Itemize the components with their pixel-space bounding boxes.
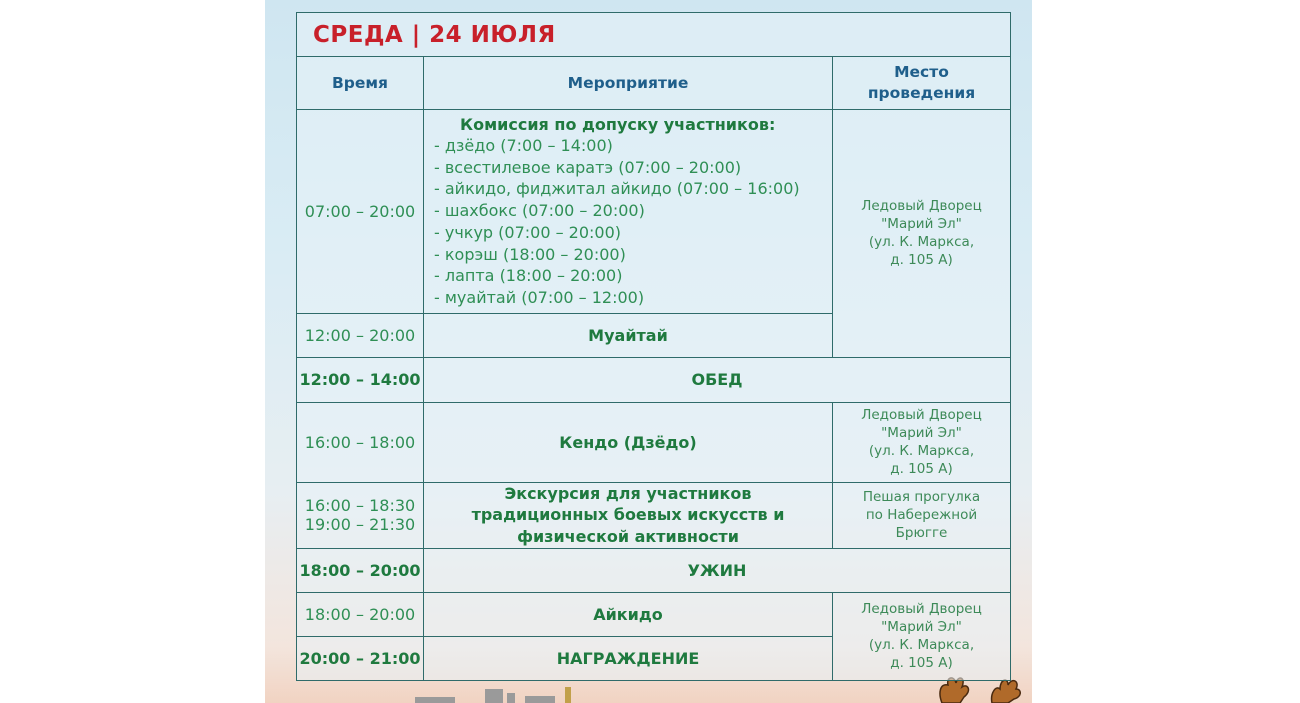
place-line: (ул. К. Маркса, xyxy=(868,443,975,460)
place-walk xyxy=(833,482,1011,548)
excursion-time-1: 16:00 – 18:30 xyxy=(304,496,416,516)
commission-item: - всестилевое каратэ (07:00 – 20:00) xyxy=(434,157,742,177)
day-title: СРЕДА | 24 ИЮЛЯ xyxy=(297,13,1011,57)
commission-item: - муайтай (07:00 – 12:00) xyxy=(434,287,645,307)
excursion-line: физической активности xyxy=(517,526,739,546)
commission-item: - дзёдо (7:00 – 14:00) xyxy=(434,136,613,155)
excursion-time-2: 19:00 – 21:30 xyxy=(304,515,416,535)
table-row-commission xyxy=(297,110,1011,314)
table-row-aikido xyxy=(297,592,1011,636)
excursion-line: традиционных боевых искусств и xyxy=(471,505,785,525)
place-line: Ледовый Дворец xyxy=(861,198,982,215)
commission-time: 07:00 – 20:00 xyxy=(297,110,424,314)
place-line: Ледовый Дворец xyxy=(861,601,982,618)
place-line: д. 105 А) xyxy=(890,252,953,269)
place-line: по Набережной xyxy=(865,507,978,524)
lunch-event: ОБЕД xyxy=(424,357,1011,402)
header-place xyxy=(833,57,1011,110)
excursion-time xyxy=(297,482,424,548)
place-line: (ул. К. Маркса, xyxy=(868,234,975,251)
place-line: "Марий Эл" xyxy=(881,619,962,636)
table-row-lunch xyxy=(297,357,1011,402)
commission-cell xyxy=(424,110,833,314)
place-line: Брюгге xyxy=(895,525,948,542)
place-line: д. 105 А) xyxy=(890,655,953,672)
header-place-line2: проведения xyxy=(867,84,976,102)
dinner-time: 18:00 – 20:00 xyxy=(297,548,424,592)
place-line: Пешая прогулка xyxy=(862,489,981,506)
table-row-dinner xyxy=(297,548,1011,592)
header-event: Мероприятие xyxy=(424,57,833,110)
place-line: "Марий Эл" xyxy=(881,216,962,233)
place-line: Ледовый Дворец xyxy=(861,407,982,424)
place-line: д. 105 А) xyxy=(890,461,953,478)
award-time: 20:00 – 21:00 xyxy=(297,636,424,680)
award-event: НАГРАЖДЕНИЕ xyxy=(424,636,833,680)
table-row-kendo xyxy=(297,402,1011,482)
place-ice-palace-1 xyxy=(833,110,1011,358)
muaythai-time: 12:00 – 20:00 xyxy=(297,313,424,357)
commission-item: - шахбокс (07:00 – 20:00) xyxy=(434,201,645,221)
excursion-event xyxy=(424,482,833,548)
aikido-event: Айкидо xyxy=(424,592,833,636)
kendo-time: 16:00 – 18:00 xyxy=(297,402,424,482)
muaythai-event: Муайтай xyxy=(424,313,833,357)
place-line: (ул. К. Маркса, xyxy=(868,637,975,654)
dinner-event: УЖИН xyxy=(424,548,1011,592)
place-line: "Марий Эл" xyxy=(881,425,962,442)
commission-item: - айкидо, фиджитал айкидо (07:00 – 16:00) xyxy=(434,179,800,199)
aikido-time: 18:00 – 20:00 xyxy=(297,592,424,636)
header-row xyxy=(297,57,1011,110)
title-row xyxy=(297,13,1011,57)
schedule-table xyxy=(296,12,1011,681)
commission-item: - учкур (07:00 – 20:00) xyxy=(434,222,622,242)
header-time: Время xyxy=(297,57,424,110)
excursion-line: Экскурсия для участников xyxy=(504,483,752,503)
kendo-event: Кендо (Дзёдо) xyxy=(424,402,833,482)
place-ice-palace-3 xyxy=(833,592,1011,680)
commission-item: - лапта (18:00 – 20:00) xyxy=(434,266,623,286)
table-row-excursion xyxy=(297,482,1011,548)
commission-heading: Комиссия по допуску участников: xyxy=(460,115,776,134)
lunch-time: 12:00 – 14:00 xyxy=(297,357,424,402)
commission-item: - корэш (18:00 – 20:00) xyxy=(434,244,626,264)
header-place-line1: Место xyxy=(894,63,949,81)
city-skyline-decoration xyxy=(415,687,595,703)
place-ice-palace-2 xyxy=(833,402,1011,482)
